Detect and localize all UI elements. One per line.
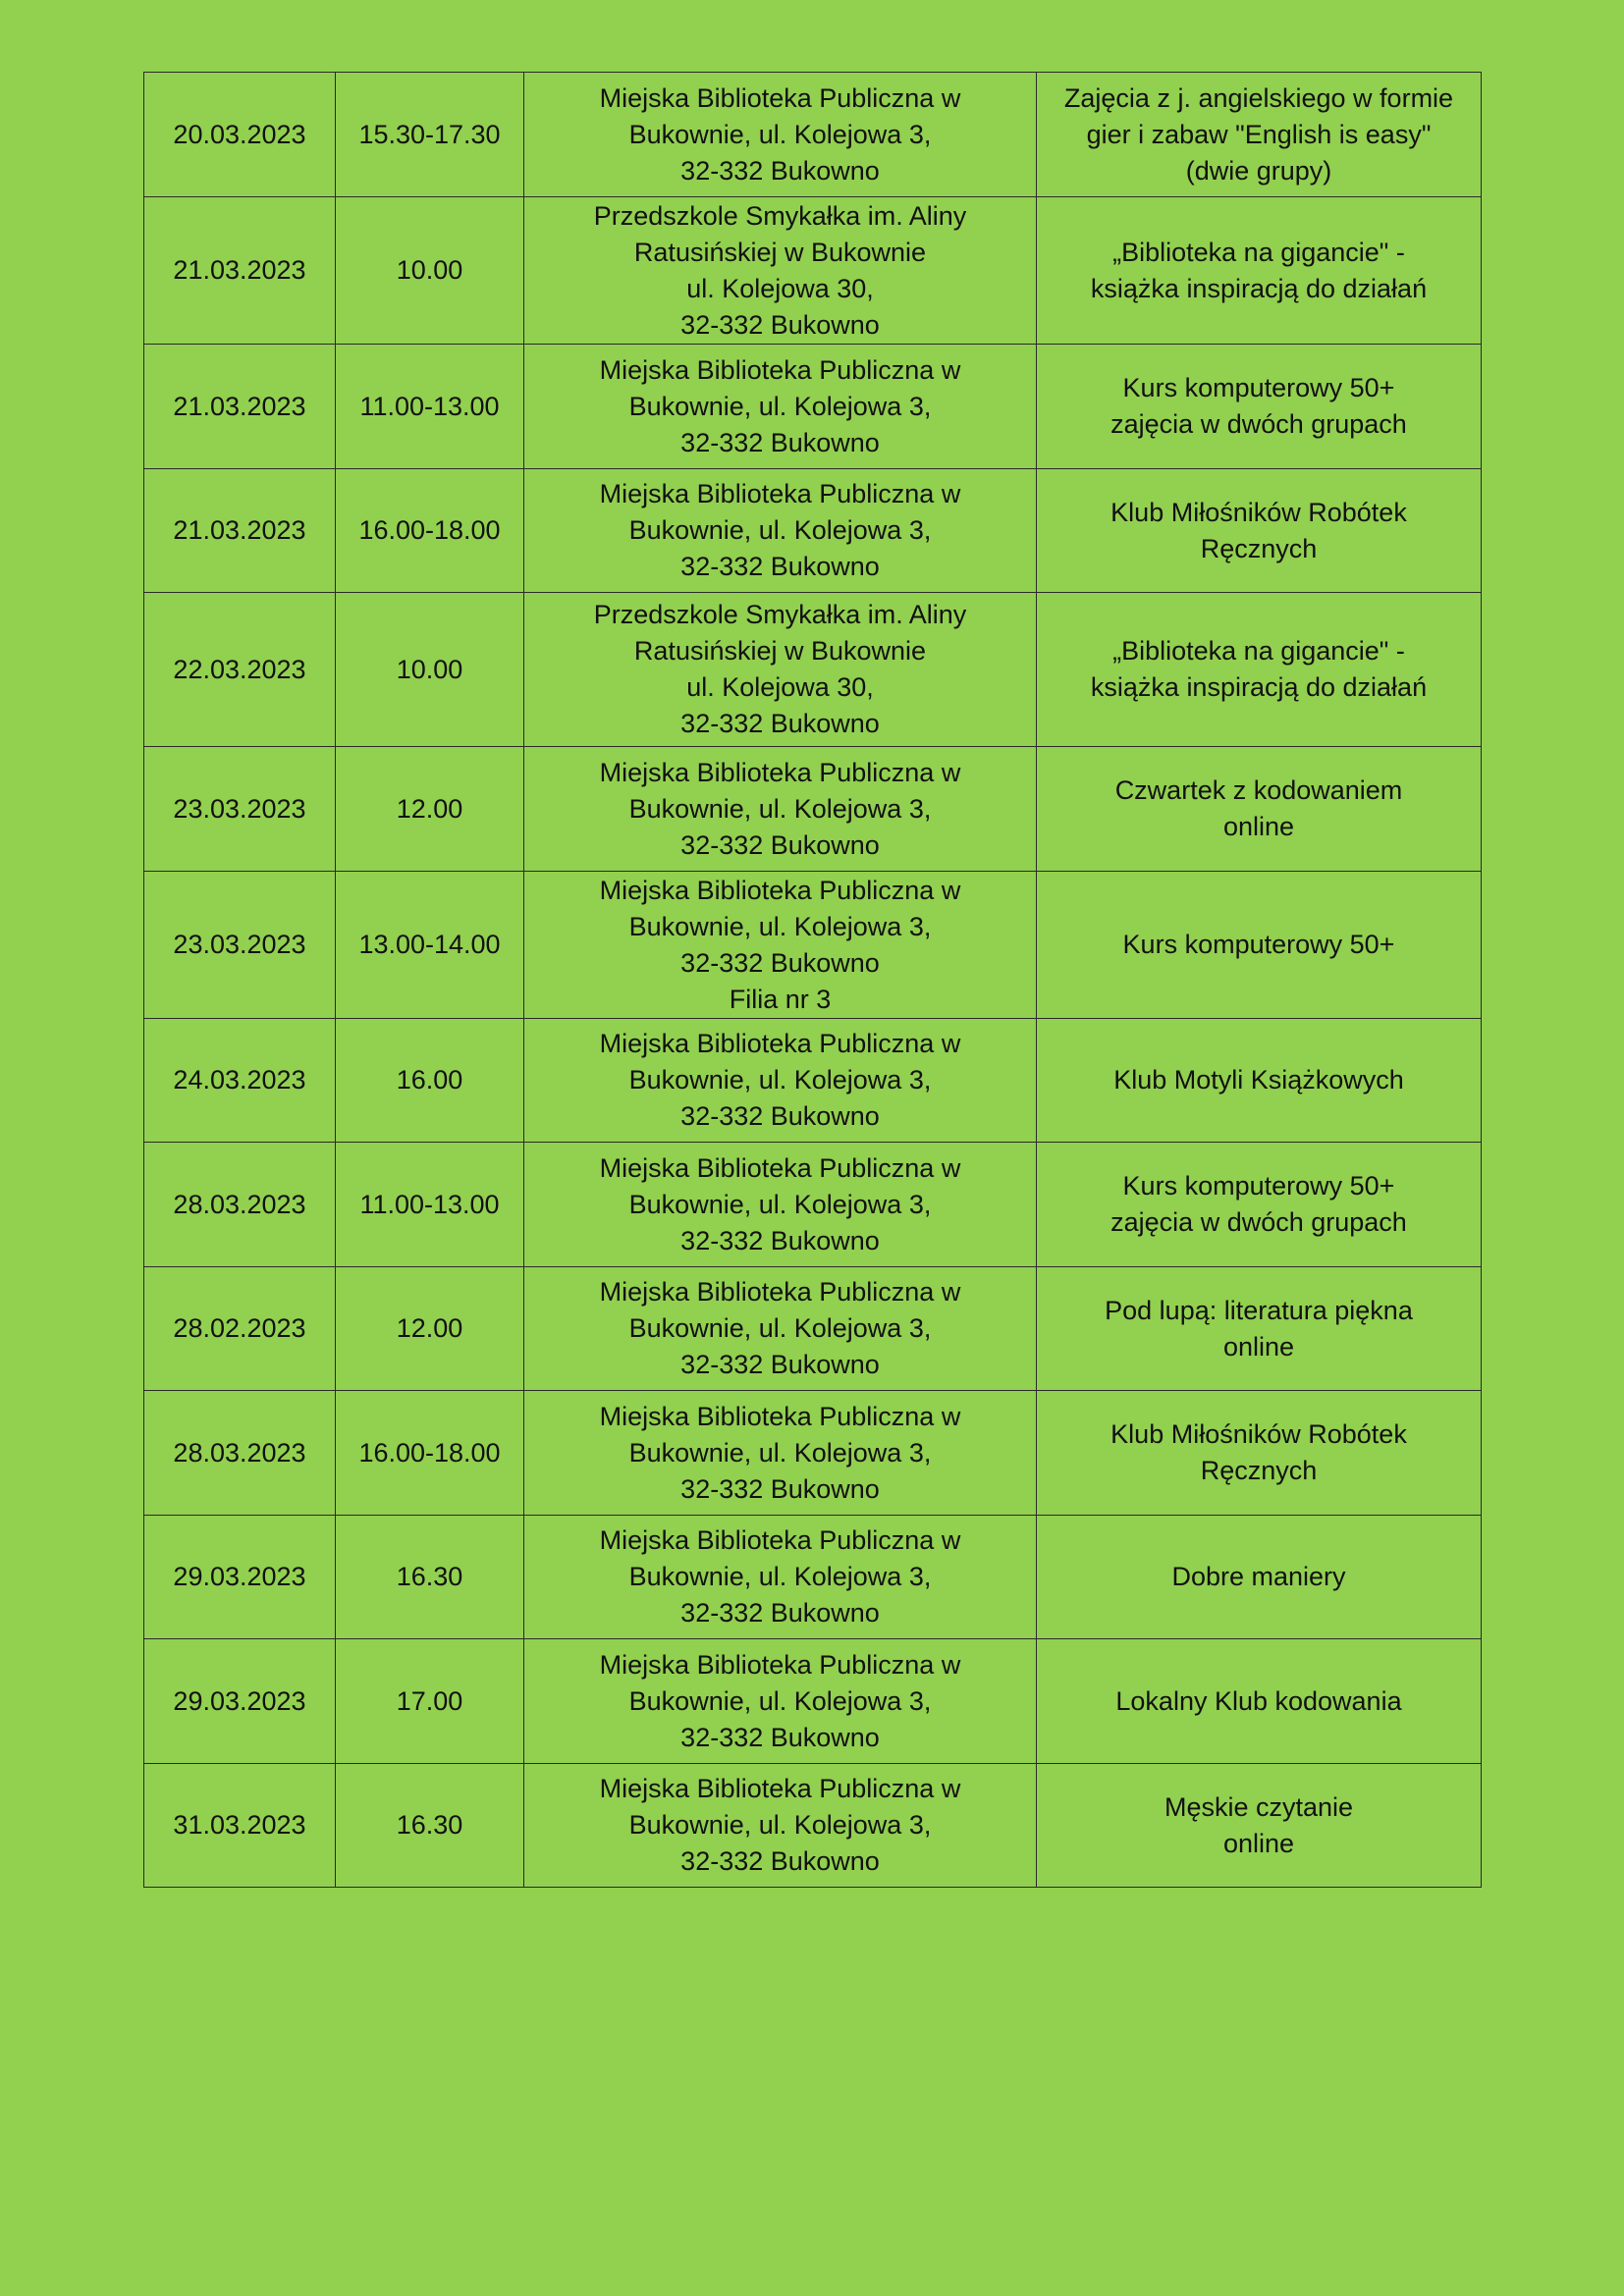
table-row <box>144 1019 1482 1143</box>
place-cell: Miejska Biblioteka Publiczna w Bukownie, ul. Kolejowa 3, 32-332 Bukowno <box>524 1143 1037 1267</box>
table-row <box>144 872 1482 1019</box>
event-cell: „Biblioteka na gigancie" - książka inspiracją do działań <box>1037 197 1482 345</box>
table-row <box>144 1516 1482 1639</box>
event-cell: Pod lupą: literatura piękna online <box>1037 1267 1482 1391</box>
place-cell: Miejska Biblioteka Publiczna w Bukownie, ul. Kolejowa 3, 32-332 Bukowno <box>524 73 1037 197</box>
place-cell: Miejska Biblioteka Publiczna w Bukownie, ul. Kolejowa 3, 32-332 Bukowno <box>524 1391 1037 1516</box>
event-cell: Kurs komputerowy 50+ zajęcia w dwóch grupach <box>1037 345 1482 469</box>
event-cell: Dobre maniery <box>1037 1516 1482 1639</box>
time-cell: 16.00-18.00 <box>336 1391 524 1516</box>
table-row <box>144 73 1482 197</box>
date-cell: 28.02.2023 <box>144 1267 336 1391</box>
place-cell: Miejska Biblioteka Publiczna w Bukownie, ul. Kolejowa 3, 32-332 Bukowno <box>524 345 1037 469</box>
event-cell: Kurs komputerowy 50+ zajęcia w dwóch grupach <box>1037 1143 1482 1267</box>
time-cell: 11.00-13.00 <box>336 345 524 469</box>
place-cell: Miejska Biblioteka Publiczna w Bukownie, ul. Kolejowa 3, 32-332 Bukowno <box>524 469 1037 593</box>
time-cell: 16.30 <box>336 1516 524 1639</box>
time-cell: 16.00 <box>336 1019 524 1143</box>
table-row <box>144 469 1482 593</box>
time-cell: 11.00-13.00 <box>336 1143 524 1267</box>
date-cell: 31.03.2023 <box>144 1764 336 1888</box>
place-cell: Przedszkole Smykałka im. Aliny Ratusińskiej w Bukownie ul. Kolejowa 30, 32-332 Bukowno <box>524 593 1037 747</box>
place-cell: Miejska Biblioteka Publiczna w Bukownie, ul. Kolejowa 3, 32-332 Bukowno <box>524 747 1037 872</box>
time-cell: 13.00-14.00 <box>336 872 524 1019</box>
place-cell: Przedszkole Smykałka im. Aliny Ratusińskiej w Bukownie ul. Kolejowa 30, 32-332 Bukowno <box>524 197 1037 345</box>
table-row <box>144 197 1482 345</box>
table-row <box>144 345 1482 469</box>
table-row <box>144 1267 1482 1391</box>
place-cell: Miejska Biblioteka Publiczna w Bukownie, ul. Kolejowa 3, 32-332 Bukowno <box>524 1764 1037 1888</box>
table-row <box>144 1391 1482 1516</box>
date-cell: 21.03.2023 <box>144 469 336 593</box>
events-schedule-table <box>143 72 1482 1888</box>
date-cell: 21.03.2023 <box>144 345 336 469</box>
event-cell: Czwartek z kodowaniem online <box>1037 747 1482 872</box>
event-cell: Klub Miłośników Robótek Ręcznych <box>1037 1391 1482 1516</box>
table-row <box>144 1639 1482 1764</box>
date-cell: 23.03.2023 <box>144 872 336 1019</box>
date-cell: 29.03.2023 <box>144 1516 336 1639</box>
event-cell: Lokalny Klub kodowania <box>1037 1639 1482 1764</box>
table-row <box>144 1764 1482 1888</box>
table-row <box>144 593 1482 747</box>
date-cell: 28.03.2023 <box>144 1143 336 1267</box>
time-cell: 10.00 <box>336 197 524 345</box>
event-cell: „Biblioteka na gigancie" - książka inspiracją do działań <box>1037 593 1482 747</box>
place-cell: Miejska Biblioteka Publiczna w Bukownie, ul. Kolejowa 3, 32-332 Bukowno <box>524 1019 1037 1143</box>
time-cell: 12.00 <box>336 1267 524 1391</box>
date-cell: 21.03.2023 <box>144 197 336 345</box>
place-cell: Miejska Biblioteka Publiczna w Bukownie, ul. Kolejowa 3, 32-332 Bukowno <box>524 1639 1037 1764</box>
time-cell: 12.00 <box>336 747 524 872</box>
date-cell: 23.03.2023 <box>144 747 336 872</box>
table-row <box>144 747 1482 872</box>
table-row <box>144 1143 1482 1267</box>
time-cell: 16.00-18.00 <box>336 469 524 593</box>
date-cell: 20.03.2023 <box>144 73 336 197</box>
time-cell: 17.00 <box>336 1639 524 1764</box>
place-cell: Miejska Biblioteka Publiczna w Bukownie, ul. Kolejowa 3, 32-332 Bukowno Filia nr 3 <box>524 872 1037 1019</box>
date-cell: 22.03.2023 <box>144 593 336 747</box>
date-cell: 28.03.2023 <box>144 1391 336 1516</box>
event-cell: Klub Miłośników Robótek Ręcznych <box>1037 469 1482 593</box>
time-cell: 15.30-17.30 <box>336 73 524 197</box>
place-cell: Miejska Biblioteka Publiczna w Bukownie, ul. Kolejowa 3, 32-332 Bukowno <box>524 1516 1037 1639</box>
date-cell: 24.03.2023 <box>144 1019 336 1143</box>
event-cell: Kurs komputerowy 50+ <box>1037 872 1482 1019</box>
time-cell: 10.00 <box>336 593 524 747</box>
date-cell: 29.03.2023 <box>144 1639 336 1764</box>
event-cell: Męskie czytanie online <box>1037 1764 1482 1888</box>
event-cell: Zajęcia z j. angielskiego w formie gier i zabaw "English is easy" (dwie grupy) <box>1037 73 1482 197</box>
time-cell: 16.30 <box>336 1764 524 1888</box>
place-cell: Miejska Biblioteka Publiczna w Bukownie, ul. Kolejowa 3, 32-332 Bukowno <box>524 1267 1037 1391</box>
event-cell: Klub Motyli Książkowych <box>1037 1019 1482 1143</box>
